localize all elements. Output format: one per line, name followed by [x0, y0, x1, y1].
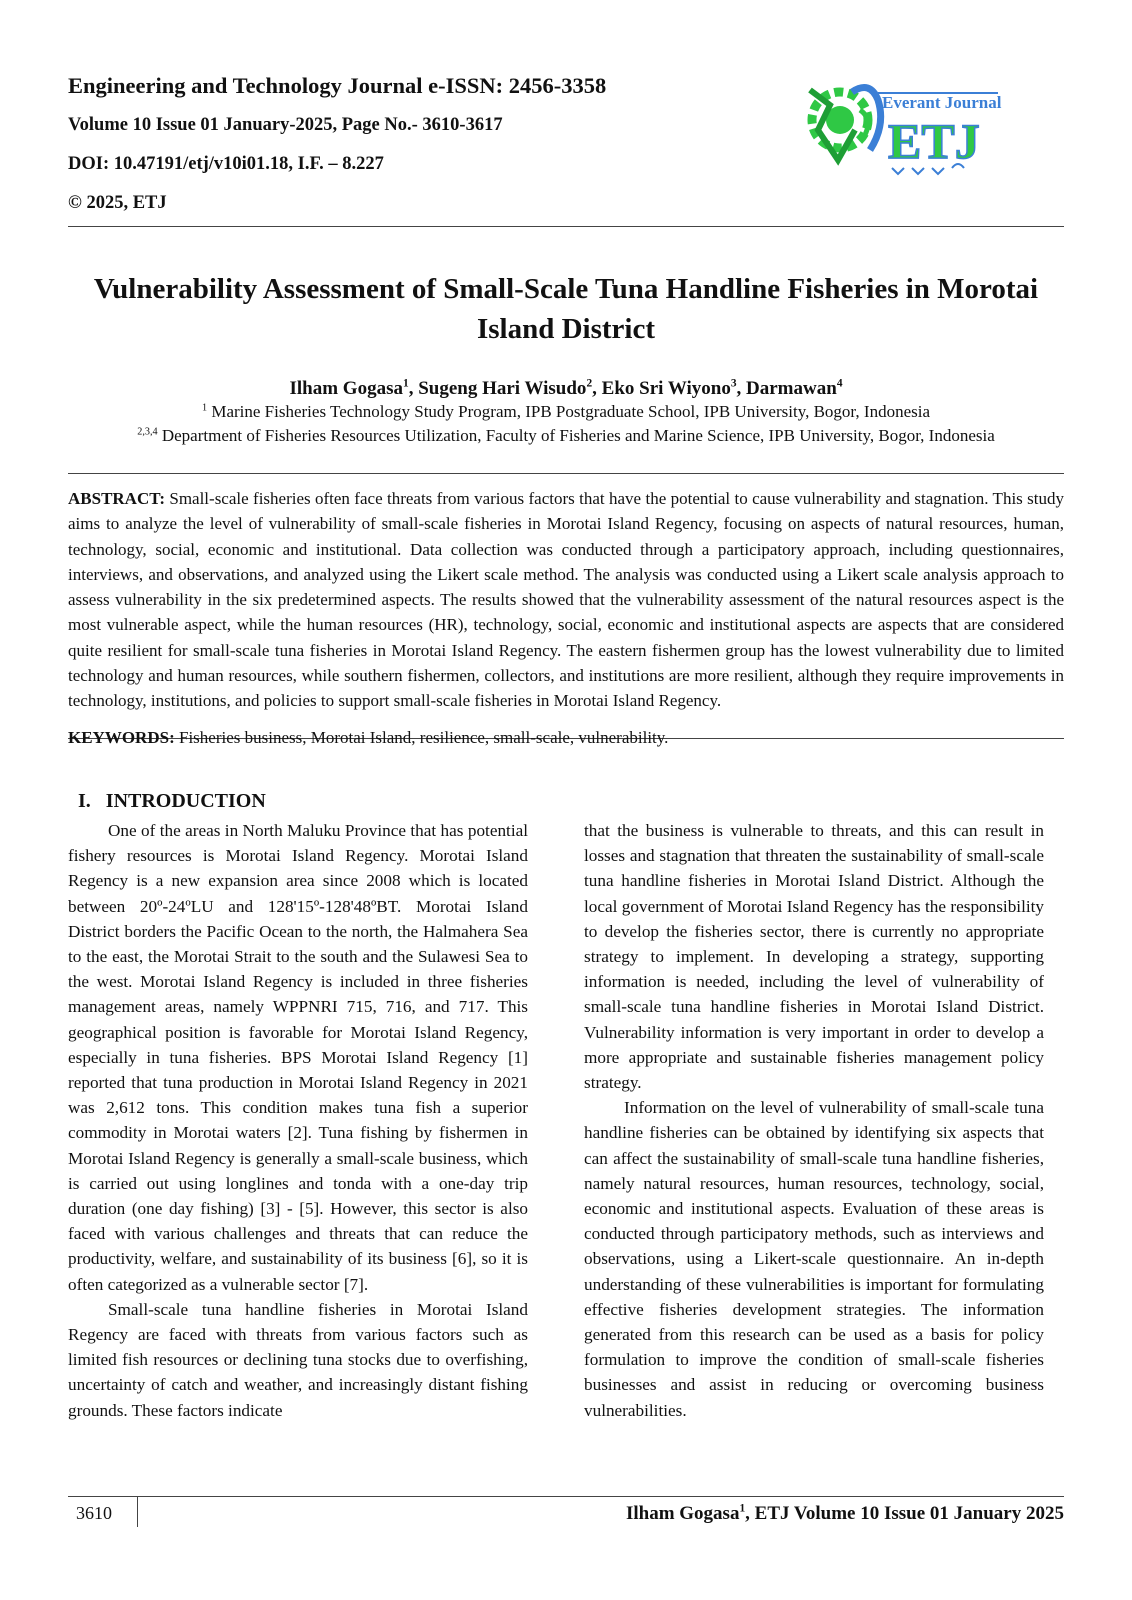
author: Darmawan$^4$ [746, 377, 843, 399]
copyright: © 2025, ETJ [68, 193, 167, 213]
page-number: 3610 [76, 1503, 112, 1523]
logo-mark: ETJ [888, 113, 980, 169]
keywords-label: KEYWORDS: [68, 728, 175, 747]
abstract-label: ABSTRACT: [68, 489, 165, 508]
paragraph: that the business is vulnerable to threats, and this can result in losses and stagnation that threaten the sustainability of small-scale tuna handline fisheries in Morotai Island District. Although the local government of Morotai Island Regency has the responsibility to develop the fisheries sector, there is currently no appropriate strategy to implement. In developing a strategy, supporting information is needed, including the level of vulnerability of small-scale tuna handline fisheries in Morotai Island District. Vulnerability information is very important in order to develop a more appropriate and sustainable fisheries management policy strategy. [584, 821, 1044, 1093]
paragraph: One of the areas in North Maluku Province that has potential fishery resources is Morotai Island Regency. Morotai Island Regency is a new expansion area since 2008 which is located between 20º-24ºLU and 128'15º-128'48ºBT. Morotai Island District borders the Pacific Ocean to the north, the Halmahera Sea to the east, the Morotai Strait to the south and the Sulawesi Sea to the west. Morotai Island Regency is included in three fisheries management areas, namely WPPNRI 715, 716, and 717. This geographical position is favorable for Morotai Island Regency, especially in tuna fisheries. BPS Morotai Island Regency [1] reported that tuna production in Morotai Island Regency in 2021 was 2,612 tons. This condition makes tuna fish a superior commodity in Morotai waters [2]. Tuna fishing by fishermen in Morotai Island Regency is generally a small-scale business, which is carried out using longlines and tonda with a one-day trip duration (one day fishing) [3] - [5]. However, this sector is also faced with various challenges and threats that can reduce the productivity, welfare, and sustainability of its business [6], so it is often categorized as a vulnerable sector [7]. [68, 821, 528, 1294]
affiliation-1: $^1$ Marine Fisheries Technology Study Program, IPB Postgraduate School, IPB University, Bogor, Indonesia [201, 402, 931, 421]
author: Sugeng Hari Wisudo$^2$, [418, 377, 602, 399]
affiliation-2: $^{2,3,4}$ Department of Fisheries Resources Utilization, Faculty of Fisheries and Marine Science, IPB University, Bogor, Indonesia [137, 426, 995, 445]
abstract [68, 486, 1064, 714]
author: Ilham Gogasa$^1$, [289, 377, 419, 399]
paragraph: Small-scale tuna handline fisheries in Morotai Island Regency are faced with threats from various factors such as limited fish resources or declining tuna stocks due to overfishing, uncertainty of catch and weather, and increasingly distant fishing grounds. These factors indicate [68, 1299, 528, 1420]
volume-info: Volume 10 Issue 01 January-2025, Page No.- 3610-3617 [68, 115, 503, 135]
author-list [68, 378, 1064, 400]
doi-info: DOI: 10.47191/etj/v10i01.18, I.F. – 8.227 [68, 154, 384, 174]
journal-header [68, 72, 708, 229]
paper-title [68, 269, 1064, 349]
title-line-1: Vulnerability Assessment of Small-Scale Tuna Handline Fisheries in Morotai [93, 273, 1039, 305]
author: Eko Sri Wiyono$^3$, [601, 377, 747, 399]
logo-gear-icon [810, 88, 881, 161]
footer-rule [68, 1496, 1064, 1497]
footer-citation: Ilham Gogasa$^1$, ETJ Volume 10 Issue 01 January 2025 [625, 1502, 1064, 1524]
paragraph: Information on the level of vulnerability of small-scale tuna handline fisheries can be obtained by identifying six aspects that can affect the sustainability of small-scale tuna handline fisheries, namely natural resources, human resources, technology, social, economic and institutional aspects. Evaluation of these areas is conducted through participatory methods, such as interviews and observations, using a Likert-scale questionnaire. An in-depth understanding of these vulnerabilities is important for formulating effective fisheries development strategies. The information generated from this research can be used as a basis for policy formulation to improve the condition of small-scale fisheries businesses and assist in reducing or overcoming business vulnerabilities. [584, 1098, 1044, 1420]
left-column [68, 818, 528, 1423]
footer-divider [137, 1497, 138, 1527]
right-column [584, 818, 1044, 1423]
section-heading: I. INTRODUCTION [78, 790, 266, 812]
journal-name: Engineering and Technology Journal e-ISSN: 2456-3358 [68, 73, 607, 98]
journal-logo [800, 70, 1015, 185]
keywords [68, 728, 1064, 748]
keywords-text: Fisheries business, Morotai Island, resilience, small-scale, vulnerability. [174, 728, 669, 747]
abstract-top-rule [68, 473, 1064, 474]
title-line-2: Island District [476, 313, 656, 345]
abstract-text: Small-scale fisheries often face threats from various factors that have the potential to cause vulnerability and stagnation. This study aims to analyze the level of vulnerability of small-scale fisheries in Morotai Island Regency, focusing on aspects of natural resources, human, technology, social, economic and institutional. Data collection was conducted through a participatory approach, including questionnaires, interviews, and observations, and analyzed using the Likert scale method. The analysis was conducted using a Likert scale analysis approach to assess vulnerability in the six predetermined aspects. The results showed that the vulnerability assessment of the natural resources aspect is the most vulnerable aspect, while the human resources (HR), technology, social, economic and institutional aspects are aspects that are considered quite resilient for small-scale tuna fisheries in Morotai Island Regency. The eastern fishermen group has the lowest vulnerability due to limited technology and human resources, while southern fishermen, collectors, and institutions are more resilient, although they require improvements in technology, institutions, and policies to support small-scale fisheries in Morotai Island Regency. [68, 489, 1064, 711]
logo-text: Everant Journal [882, 93, 1002, 112]
header-rule [68, 226, 1064, 227]
